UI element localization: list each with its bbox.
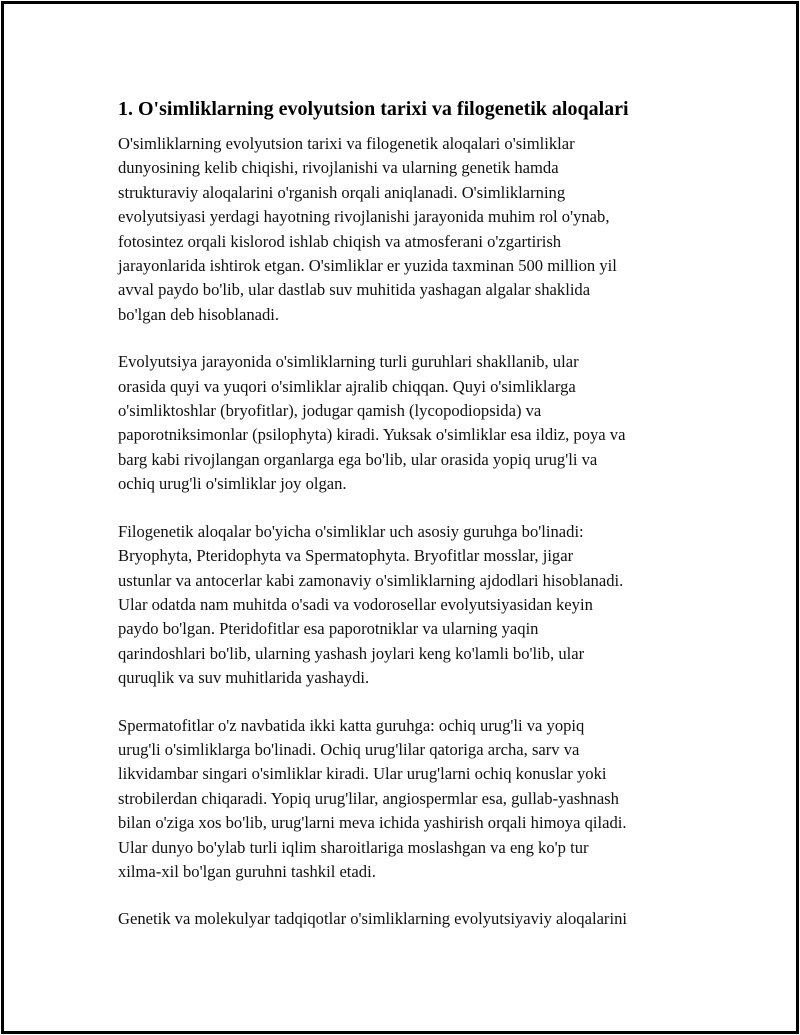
paragraph-line: Bryophyta, Pteridophyta va Spermatophyta. Bryofitlar mosslar, jigar [118, 546, 574, 566]
paragraph-line: Ular odatda nam muhitda o'sadi va vodorosellar evolyutsiyasidan keyin [118, 594, 593, 614]
document-page [1, 1, 799, 1034]
paragraph-line: Spermatofitlar o'z navbatida ikki katta guruhga: ochiq urug'li va yopiq [118, 715, 585, 735]
paragraph-line: bilan o'ziga xos bo'lib, urug'larni meva ichida yashirish orqali himoya qiladi. [118, 813, 627, 833]
paragraph-line: quruqlik va suv muhitlarida yashaydi. [118, 668, 370, 688]
paragraph-line: paporotniksimonlar (psilophyta) kiradi. Yuksak o'simliklar esa ildiz, poya va [118, 425, 626, 445]
paragraph-line: bo'lgan deb hisoblanadi. [118, 304, 280, 324]
paragraph-5 [118, 907, 698, 931]
paragraph-line: Filogenetik aloqalar bo'yicha o'simliklar uch asosiy guruhga bo'linadi: [118, 521, 584, 541]
paragraph-line: ustunlar va antocerlar kabi zamonaviy o'simliklarning ajdodlari hisoblanadi. [118, 570, 624, 590]
paragraph-line: likvidambar singari o'simliklar kiradi. Ular urug'larni ochiq konuslar yoki [118, 764, 607, 784]
paragraph-line: fotosintez orqali kislorod ishlab chiqish va atmosferani o'zgartirish [118, 231, 562, 251]
paragraph-line: ochiq urug'li o'simliklar joy olgan. [118, 474, 347, 494]
paragraph-line: orasida quyi va yuqori o'simliklar ajralib chiqqan. Quyi o'simliklarga [118, 376, 576, 396]
paragraph-line: O'simliklarning evolyutsion tarixi va filogenetik aloqalari o'simliklar [118, 134, 575, 153]
paragraph-line: avval paydo bo'lib, ular dastlab suv muhitida yashagan algalar shaklida [118, 280, 591, 300]
paragraph-3 [118, 520, 698, 691]
paragraph-line: Ular dunyo bo'ylab turli iqlim sharoitlariga moslashgan va eng ko'p tur [118, 837, 589, 857]
document-content [118, 96, 698, 955]
paragraph-line: qarindoshlari bo'lib, ularning yashash joylari keng ko'lamli bo'lib, ular [118, 643, 585, 663]
paragraph-line: xilma-xil bo'lgan guruhni tashkil etadi. [118, 861, 376, 881]
paragraph-line: strobilerdan chiqaradi. Yopiq urug'lilar, angiospermlar esa, gullab-yashnash [118, 788, 619, 808]
paragraph-line: paydo bo'lgan. Pteridofitlar esa paporotniklar va ularning yaqin [118, 619, 539, 639]
paragraph-2 [118, 350, 698, 496]
paragraph-line: jarayonlarida ishtirok etgan. O'simliklar er yuzida taxminan 500 million yil [118, 256, 617, 276]
paragraph-1 [118, 132, 698, 327]
paragraph-line: evolyutsiyasi yerdagi hayotning rivojlanishi jarayonida muhim rol o'ynab, [118, 207, 610, 227]
section-heading: 1. O'simliklarning evolyutsion tarixi va filogenetik aloqalari [118, 98, 629, 120]
paragraph-line: o'simliktoshlar (bryofitlar), jodugar qamish (lycopodiopsida) va [118, 401, 542, 421]
paragraph-4 [118, 714, 698, 885]
paragraph-line: urug'li o'simliklarga bo'linadi. Ochiq urug'lilar qatoriga archa, sarv va [118, 739, 580, 759]
paragraph-line: Evolyutsiya jarayonida o'simliklarning turli guruhlari shakllanib, ular [118, 352, 579, 372]
paragraph-line: strukturaviy aloqalarini o'rganish orqali aniqlanadi. O'simliklarning [118, 182, 566, 202]
paragraph-line: Genetik va molekulyar tadqiqotlar o'simliklarning evolyutsiyaviy aloqalarini [118, 909, 627, 929]
paragraph-line: dunyosining kelib chiqishi, rivojlanishi va ularning genetik hamda [118, 158, 559, 178]
paragraph-line: barg kabi rivojlangan organlarga ega bo'lib, ular orasida yopiq urug'li va [118, 449, 598, 469]
